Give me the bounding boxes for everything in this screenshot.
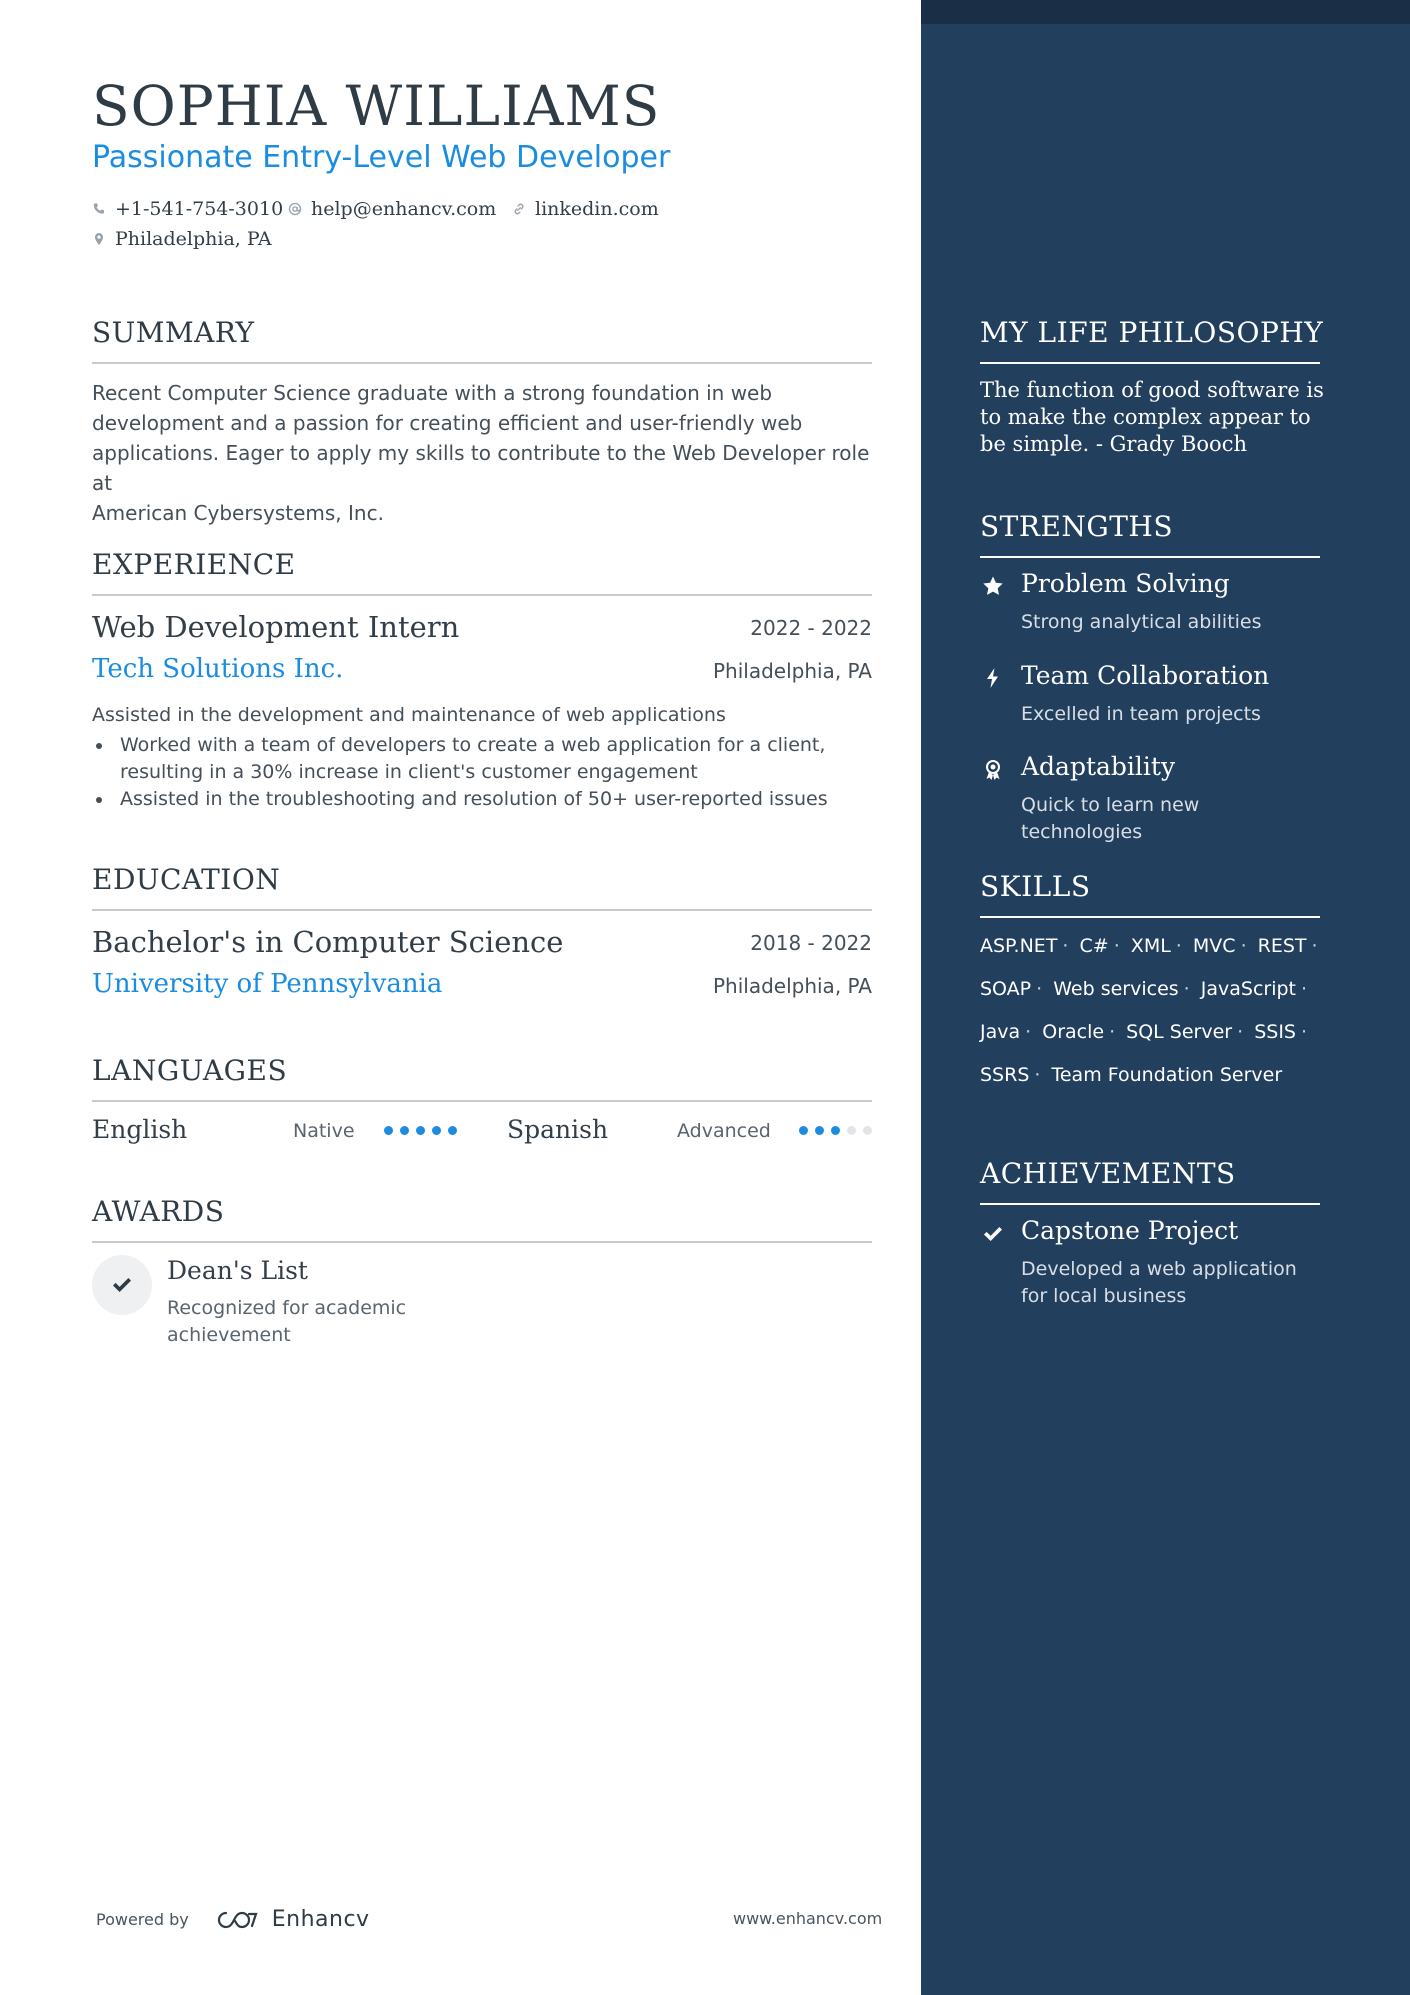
skill-separator: · (1240, 935, 1247, 957)
rating-dot-filled (831, 1126, 840, 1135)
skill-separator: · (1311, 935, 1318, 957)
rating-dot-empty (847, 1126, 856, 1135)
rating-dot-filled (384, 1126, 393, 1135)
candidate-title: Passionate Entry-Level Web Developer (92, 140, 671, 175)
skill-tag: Java (980, 1021, 1021, 1043)
bullet-text: Worked with a team of developers to create a web application for a client, resulting in a 30% increase in client's customer engagement (120, 734, 826, 783)
skill-tag: REST (1257, 935, 1307, 957)
summary-line: applications. Eager to apply my skills to contribute to the Web Developer role at (92, 441, 870, 495)
skill-separator: · (1062, 935, 1069, 957)
skill-separator: · (1301, 978, 1308, 1000)
rating-dot-filled (448, 1126, 457, 1135)
languages-heading: LANGUAGES (92, 1054, 288, 1087)
lightning-icon (980, 665, 1006, 691)
achievement-description: Developed a web application for local business (1021, 1258, 1297, 1307)
location-contact (92, 228, 272, 250)
experience-divider (92, 594, 872, 596)
skills-heading: SKILLS (980, 870, 1091, 903)
skill-separator: · (1183, 978, 1190, 1000)
summary-heading: SUMMARY (92, 316, 255, 349)
main-column (92, 0, 872, 1995)
award-badge (92, 1255, 152, 1315)
philosophy-quote: The function of good software is to make the complex appear to be simple. - Grady Booch (980, 378, 1324, 456)
enhancv-logo[interactable] (215, 1907, 370, 1932)
language-name: Spanish (507, 1115, 609, 1144)
phone-number[interactable]: +1-541-754-3010 (115, 198, 284, 220)
degree-title: Bachelor's in Computer Science (92, 925, 564, 959)
phone-icon (92, 202, 106, 216)
award-description: Recognized for academic achievement (167, 1297, 407, 1346)
candidate-name: SOPHIA WILLIAMS (92, 74, 661, 138)
skill-separator: · (1301, 1021, 1308, 1043)
strength-title: Adaptability (1021, 752, 1176, 781)
rating-dot-filled (799, 1126, 808, 1135)
philosophy-heading: MY LIFE PHILOSOPHY (980, 316, 1324, 349)
achievement-title: Capstone Project (1021, 1216, 1239, 1245)
skill-tag: SSRS (980, 1064, 1030, 1086)
skill-separator: · (1109, 1021, 1116, 1043)
at-icon (288, 202, 302, 216)
rating-dot-filled (416, 1126, 425, 1135)
strength-description: Quick to learn new technologies (1021, 794, 1200, 843)
award-ribbon-icon (980, 757, 1006, 783)
bullet-dot (96, 743, 102, 749)
summary-line: Recent Computer Science graduate with a strong foundation in web (92, 381, 773, 405)
awards-divider (92, 1241, 872, 1243)
school-name[interactable]: University of Pennsylvania (92, 969, 443, 999)
skill-tag: XML (1130, 935, 1171, 957)
bullet-text: Assisted in the troubleshooting and resolution of 50+ user-reported issues (120, 788, 828, 810)
summary-text (92, 378, 882, 528)
job-dates: 2022 - 2022 (750, 616, 872, 640)
skill-separator: · (1036, 978, 1043, 1000)
language-rating-english (384, 1126, 457, 1135)
philosophy-divider (980, 362, 1320, 364)
job-location: Philadelphia, PA (712, 659, 872, 683)
skill-separator: · (1113, 935, 1120, 957)
rating-dot-filled (815, 1126, 824, 1135)
checkmark-icon (110, 1273, 134, 1297)
skill-separator: · (1237, 1021, 1244, 1043)
education-heading: EDUCATION (92, 863, 281, 896)
language-name: English (92, 1115, 188, 1144)
award-title: Dean's List (167, 1256, 308, 1285)
summary-line: development and a passion for creating efficient and user-friendly web (92, 411, 803, 435)
phone-contact (92, 198, 283, 220)
skill-tag: C# (1079, 935, 1109, 957)
achievements-heading: ACHIEVEMENTS (980, 1157, 1236, 1190)
awards-heading: AWARDS (92, 1195, 225, 1228)
skill-separator: · (1175, 935, 1182, 957)
star-icon (980, 573, 1006, 599)
rating-dot-filled (432, 1126, 441, 1135)
achievements-divider (980, 1203, 1320, 1205)
skill-tag: Team Foundation Server (1051, 1064, 1283, 1086)
job-title: Web Development Intern (92, 610, 460, 644)
skill-tag: Oracle (1042, 1021, 1105, 1043)
strengths-divider (980, 556, 1320, 558)
enhancv-logo-icon (215, 1908, 263, 1932)
language-rating-spanish (799, 1126, 872, 1135)
company-name[interactable]: Tech Solutions Inc. (92, 654, 344, 684)
skills-list (980, 925, 1340, 1097)
rating-dot-empty (863, 1126, 872, 1135)
strength-description: Excelled in team projects (1021, 703, 1261, 725)
footer-url[interactable]: www.enhancv.com (733, 1909, 883, 1928)
education-divider (92, 909, 872, 911)
strength-title: Problem Solving (1021, 569, 1230, 598)
location-text: Philadelphia, PA (115, 228, 272, 250)
sidebar (921, 0, 1410, 1995)
checkmark-icon (980, 1221, 1006, 1247)
experience-heading: EXPERIENCE (92, 548, 296, 581)
summary-divider (92, 362, 872, 364)
skill-tag: MVC (1192, 935, 1236, 957)
powered-by-label: Powered by (96, 1910, 189, 1929)
skill-tag: JavaScript (1200, 978, 1296, 1000)
skill-separator: · (1025, 1021, 1032, 1043)
education-location: Philadelphia, PA (712, 974, 872, 998)
bullet-dot (96, 797, 102, 803)
skill-separator: · (1034, 1064, 1041, 1086)
skill-tag: Web services (1053, 978, 1179, 1000)
skill-tag: SQL Server (1126, 1021, 1233, 1043)
email-contact (288, 198, 496, 220)
languages-divider (92, 1100, 872, 1102)
link-contact (512, 198, 659, 220)
language-level: Advanced (677, 1120, 771, 1142)
strength-title: Team Collaboration (1021, 661, 1270, 690)
location-pin-icon (92, 232, 106, 246)
education-dates: 2018 - 2022 (750, 931, 872, 955)
skill-tag: SOAP (980, 978, 1032, 1000)
skill-tag: ASP.NET (980, 935, 1058, 957)
enhancv-brand: Enhancv (271, 1907, 370, 1932)
skills-divider (980, 916, 1320, 918)
email-address[interactable]: help@enhancv.com (311, 198, 497, 220)
language-level: Native (293, 1120, 355, 1142)
linkedin-link[interactable]: linkedin.com (535, 198, 659, 220)
job-description: Assisted in the development and maintenance of web applications (92, 704, 726, 726)
footer-powered (96, 1907, 370, 1932)
strength-description: Strong analytical abilities (1021, 611, 1262, 633)
skill-tag: SSIS (1254, 1021, 1296, 1043)
link-icon (512, 202, 526, 216)
rating-dot-filled (400, 1126, 409, 1135)
summary-line: American Cybersystems, Inc. (92, 501, 384, 525)
strengths-heading: STRENGTHS (980, 510, 1174, 543)
